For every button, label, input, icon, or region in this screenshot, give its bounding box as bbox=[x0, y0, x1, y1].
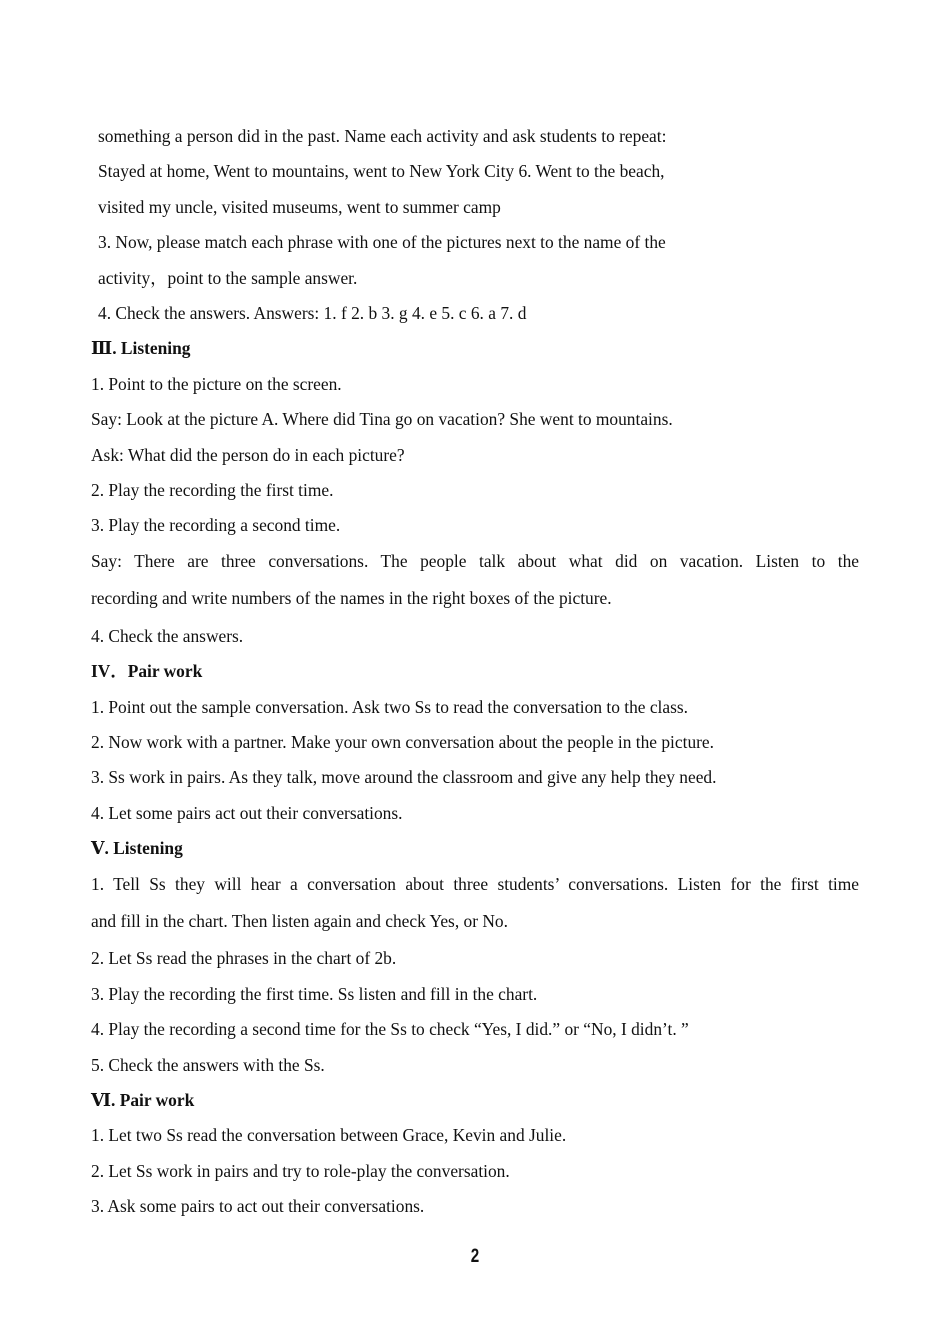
step-line: 3. Play the recording a second time. bbox=[91, 515, 341, 536]
intro-line: 4. Check the answers. Answers: 1. f 2. b 3. g 4. e 5. c 6. a 7. d bbox=[98, 303, 527, 324]
intro-line: visited my uncle, visited museums, went to summer camp bbox=[98, 196, 501, 217]
step-line: 2. Let Ss work in pairs and try to role-play the conversation. bbox=[91, 1160, 510, 1181]
heading-title: . Listening bbox=[112, 338, 191, 359]
paragraph-line: 1. Tell Ss they will hear a conversation about three students’ conversations. Listen for the first time bbox=[91, 873, 859, 894]
step-line: 4. Play the recording a second time for the Ss to check “Yes, I did.” or “No, I didn’t. ” bbox=[91, 1019, 689, 1040]
intro-line: something a person did in the past. Name each activity and ask students to repeat: bbox=[98, 126, 667, 146]
heading-numeral: IV bbox=[91, 661, 111, 682]
step-line: 2. Now work with a partner. Make your own conversation about the people in the picture. bbox=[91, 731, 714, 752]
section-heading-listening-3 bbox=[91, 331, 859, 366]
heading-title: . Pair work bbox=[111, 1089, 195, 1110]
page-content bbox=[91, 119, 859, 1225]
heading-numeral: Ⅵ bbox=[91, 1089, 111, 1110]
paragraph-line: Say: There are three conversations. The people talk about what did on vacation. Listen to the bbox=[91, 550, 859, 571]
step-line: 1. Let two Ss read the conversation between Grace, Kevin and Julie. bbox=[91, 1125, 567, 1146]
intro-line: activity，point to the sample answer. bbox=[98, 267, 358, 288]
step-line: 2. Let Ss read the phrases in the chart of 2b. bbox=[91, 948, 397, 969]
page-number: 2 bbox=[470, 1246, 480, 1267]
paragraph-line: recording and write numbers of the names in the right boxes of the picture. bbox=[91, 588, 612, 609]
step-line: 3. Ask some pairs to act out their conversations. bbox=[91, 1196, 425, 1217]
step-line: 5. Check the answers with the Ss. bbox=[91, 1054, 325, 1075]
step-line: Ask: What did the person do in each picture? bbox=[91, 444, 405, 465]
step-line: 2. Play the recording the first time. bbox=[91, 480, 334, 501]
heading-title: ．Pair work bbox=[110, 661, 203, 682]
section-heading-listening-5 bbox=[91, 831, 859, 866]
step-line: 1. Point out the sample conversation. Ask two Ss to read the conversation to the class. bbox=[91, 696, 688, 717]
step-line: 4. Check the answers. bbox=[91, 625, 244, 646]
section-heading-pair-work-4 bbox=[91, 654, 859, 689]
heading-title: . Listening bbox=[104, 838, 183, 859]
paragraph-line: and fill in the chart. Then listen again and check Yes, or No. bbox=[91, 910, 508, 931]
step-line: 3. Ss work in pairs. As they talk, move around the classroom and give any help they need. bbox=[91, 767, 717, 788]
step-line: 4. Let some pairs act out their conversations. bbox=[91, 802, 403, 823]
heading-numeral: Ⅲ bbox=[91, 338, 113, 359]
step-line: 3. Play the recording the first time. Ss listen and fill in the chart. bbox=[91, 983, 538, 1004]
step-line: 1. Point to the picture on the screen. bbox=[91, 373, 342, 394]
intro-line: Stayed at home, Went to mountains, went to New York City 6. Went to the beach, bbox=[98, 161, 665, 182]
section-heading-pair-work-6 bbox=[91, 1083, 859, 1118]
intro-line: 3. Now, please match each phrase with one of the pictures next to the name of the bbox=[98, 232, 666, 253]
heading-numeral: Ⅴ bbox=[91, 838, 105, 859]
step-line: Say: Look at the picture A. Where did Tina go on vacation? She went to mountains. bbox=[91, 409, 673, 430]
